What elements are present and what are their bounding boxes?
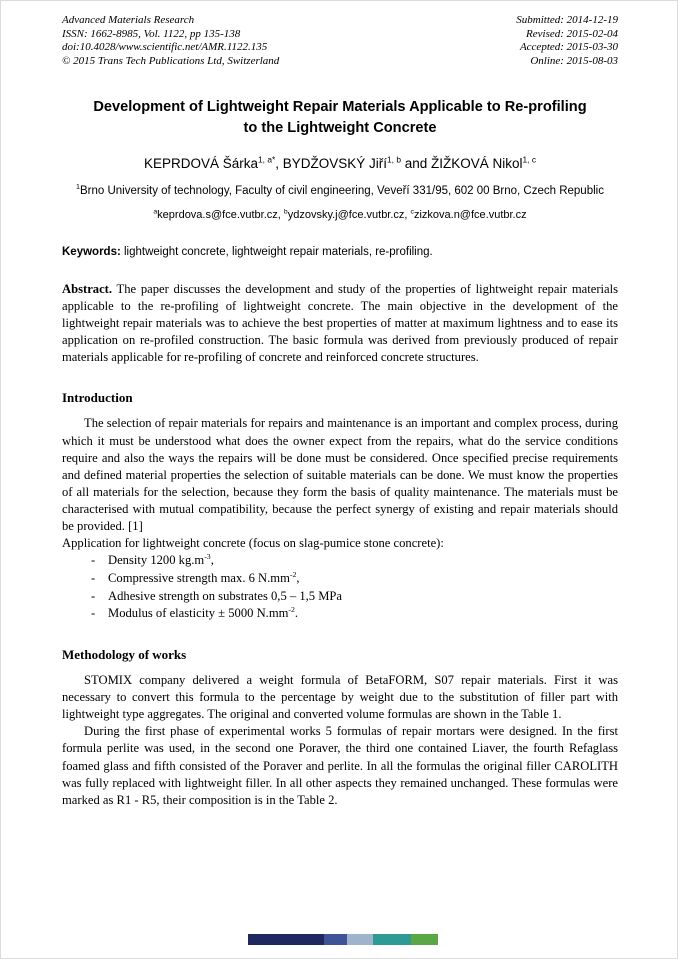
bullet-text-pre: Compressive strength max. 6 N.mm [108, 571, 290, 586]
affiliation-text: Brno University of technology, Faculty of civil engineering, Veveří 331/95, 602 00 Brno, Czech Republic [80, 185, 604, 198]
issn-line: ISSN: 1662-8985, Vol. 1122, pp 135-138 [62, 27, 241, 40]
logo-bar-segment [347, 934, 374, 945]
bullet-text [108, 605, 298, 623]
publisher-logo-bar [248, 934, 438, 945]
bullet-text-post: . [294, 606, 299, 621]
copyright-line: © 2015 Trans Tech Publications Ltd, Switzerland [62, 54, 280, 67]
methodology-paragraph-1: STOMIX company delivered a weight formula of BetaFORM, S07 repair materials. First it was necessary to convert this formula to the percentage by weight due to the substitution of filler part with lightweight type aggregates. The original and converted volume formulas are shown in the Table 1. [62, 672, 618, 722]
doi-line: doi:10.4028/www.scientific.net/AMR.1122.135 [62, 41, 268, 54]
keywords-text: lightweight concrete, lightweight repair materials, re-profiling. [124, 245, 433, 258]
keywords-line [62, 246, 618, 258]
paper-title-line2: to the Lightweight Concrete [243, 120, 437, 137]
abstract-label: Abstract. [62, 281, 113, 296]
journal-header-right [516, 14, 618, 69]
bullet-text-pre: Density 1200 kg.m [108, 553, 205, 568]
bullet-text-post: , [296, 571, 300, 586]
application-line: Application for lightweight concrete (focus on slag-pumice stone concrete): [62, 536, 444, 551]
bullet-superscript: -2 [289, 569, 297, 579]
paper-title-line1: Development of Lightweight Repair Materials Applicable to Re-profiling [93, 98, 587, 115]
bullet-dash: - [91, 606, 96, 621]
introduction-paragraph: The selection of repair materials for repairs and maintenance is an important and complex process, during which it must be understood what does the owner expect from the repairs, what do the service conditions require and also the ways the repairs will be done must be considered. Once specified precise requirements and defined material properties the selection of suitable materials can be done. We must know the properties of all materials for the selection, because they form the basis of quality maintenance. The materials must be characterised with mutual compatibility, because the perfect synergy of existing and repair materials should be provided. [1] [62, 416, 618, 534]
bullet-dash: - [91, 571, 96, 586]
abstract-text: The paper discusses the development and study of the properties of lightweight repair materials applicable to the re-profiling of lightweight concrete. The main objective in the development of the lightweight repair materials was to achieve the best properties of matter at maximum lightness and to ease its application on re-profiled construction. The basic formula was derived from previously produced of repair materials applicable for re-profiling of concrete and reinforced concrete structures. [62, 281, 619, 365]
list-item [62, 605, 618, 623]
submitted-date: Submitted: 2014-12-19 [516, 14, 618, 26]
section-heading-methodology: Methodology of works [62, 646, 187, 662]
author-2-name: BYDŽOVSKÝ Jiří [282, 156, 388, 172]
author-1-superscript: 1, a* [258, 154, 276, 165]
affiliation-superscript: 1 [76, 183, 80, 192]
author-separator: and [400, 156, 432, 172]
email-a-superscript: a [153, 208, 158, 216]
email-c-superscript: c [410, 208, 414, 216]
affiliation-line [62, 184, 618, 200]
bullet-superscript: -2 [288, 605, 295, 615]
journal-header [62, 14, 618, 69]
paper-title [62, 97, 618, 141]
accepted-date: Accepted: 2015-03-30 [519, 41, 618, 54]
journal-name: Advanced Materials Research [62, 14, 195, 26]
journal-header-left [62, 14, 279, 69]
keywords-label: Keywords: [62, 245, 121, 258]
email-a: keprdova.s@fce.vutbr.cz, [157, 208, 284, 221]
bullet-text [108, 570, 300, 588]
email-b-superscript: b [283, 208, 288, 216]
bullet-text [108, 588, 342, 606]
section-heading-introduction: Introduction [62, 390, 133, 406]
authors-line [62, 156, 618, 171]
bullet-dash: - [91, 588, 96, 603]
author-3-superscript: 1, c [522, 154, 537, 165]
logo-bar-segment [248, 934, 324, 945]
logo-bar-segment [324, 934, 347, 945]
author-separator: , [275, 156, 283, 172]
online-date: Online: 2015-08-03 [530, 54, 618, 67]
list-item [62, 588, 618, 606]
bullet-text [108, 552, 214, 570]
emails-line [62, 209, 618, 221]
author-2-superscript: 1, b [387, 154, 401, 165]
logo-bar-segment [411, 934, 438, 945]
revised-date: Revised: 2015-02-04 [526, 27, 618, 40]
list-item [62, 570, 618, 588]
bullet-text-pre: Adhesive strength on substrates 0,5 – 1,5 MPa [108, 588, 343, 603]
bullet-text-pre: Modulus of elasticity ± 5000 N.mm [108, 606, 289, 621]
methodology-paragraph-2: During the first phase of experimental works 5 formulas of repair mortars were designed. In the first formula perlite was used, in the second one Poraver, the third one contained Liaver, the fourth Refaglass foamed glass and fifth consisted of the Poraver and perlite. In all the formulas the original filler CAROLITH was fully replaced with lightweight filler. In all other aspects they remained unchanged. These formulas were marked as R1 - R5, their composition is in the Table 2. [62, 724, 618, 807]
email-b: ydzovsky.j@fce.vutbr.cz, [287, 208, 411, 221]
bullet-text-post: , [210, 553, 214, 568]
abstract-paragraph [62, 281, 618, 367]
list-item [62, 552, 618, 570]
logo-bar-segment [373, 934, 411, 945]
author-1-name: KEPRDOVÁ Šárka [143, 156, 259, 172]
author-3-name: ŽIŽKOVÁ Nikol [431, 156, 523, 172]
email-c: zizkova.n@fce.vutbr.cz [413, 208, 527, 221]
bullet-superscript: -3 [204, 552, 211, 562]
bullet-dash: - [91, 553, 96, 568]
